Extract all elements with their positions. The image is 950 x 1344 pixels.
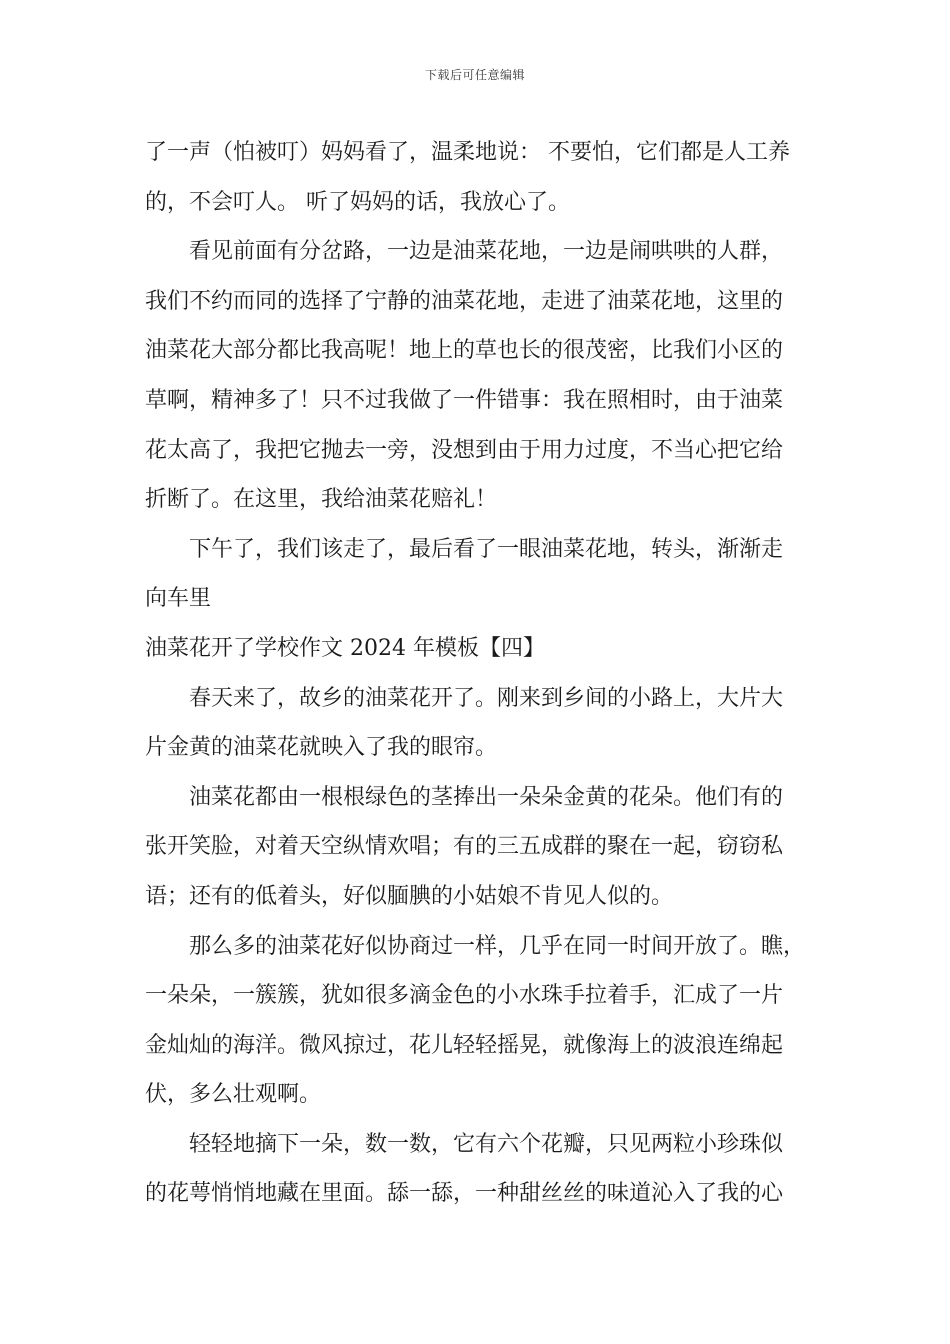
text-line: 一朵朵，一簇簇，犹如很多滴金色的小水珠手拉着手，汇成了一片 (145, 983, 784, 1009)
text-line: 伏，多么壮观啊。 (145, 1082, 322, 1108)
text-line: 草啊，精神多了！只不过我做了一件错事：我在照相时，由于油菜 (145, 387, 784, 413)
text-line: 油菜花都由一根根绿色的茎捧出一朵朵金黄的花朵。他们有的 (189, 784, 784, 810)
text-line: 的，不会叮人。 听了妈妈的话，我放心了。 (145, 189, 570, 215)
text-line: 金灿灿的海洋。微风掠过，花儿轻轻摇晃，就像海上的波浪连绵起 (145, 1032, 784, 1058)
text-line: 春天来了，故乡的油菜花开了。刚来到乡间的小路上，大片大 (189, 685, 784, 711)
text-line: 下午了，我们该走了，最后看了一眼油菜花地，转头，渐渐走 (189, 536, 784, 562)
text-line: 我们不约而同的选择了宁静的油菜花地，走进了油菜花地，这里的 (145, 288, 784, 314)
text-line: 的花萼悄悄地藏在里面。舔一舔，一种甜丝丝的味道沁入了我的心 (145, 1181, 784, 1207)
text-line: 折断了。在这里，我给油菜花赔礼！ (145, 487, 498, 513)
text-line: 花太高了，我把它抛去一旁，没想到由于用力过度，不当心把它给 (145, 437, 784, 463)
text-line: 张开笑脸，对着天空纵情欢唱；有的三五成群的聚在一起，窃窃私 (145, 834, 784, 860)
text-line: 那么多的油菜花好似协商过一样，几乎在同一时间开放了。瞧， (189, 933, 805, 959)
text-line: 向车里 (145, 586, 212, 612)
text-line: 片金黄的油菜花就映入了我的眼帘。 (145, 735, 498, 761)
text-line: 油菜花开了学校作文 2024 年模板【四】 (145, 635, 545, 661)
text-line: 了一声（怕被叮）妈妈看了，温柔地说： 不要怕，它们都是人工养 (145, 140, 790, 165)
text-line: 油菜花大部分都比我高呢！地上的草也长的很茂密，比我们小区的 (145, 338, 784, 364)
text-line: 看见前面有分岔路，一边是油菜花地，一边是闹哄哄的人群， (189, 239, 784, 265)
page-header: 下载后可任意编辑 (424, 68, 525, 82)
text-line: 轻轻地摘下一朵，数一数，它有六个花瓣，只见两粒小珍珠似 (189, 1131, 784, 1157)
text-line: 语；还有的低着头，好似腼腆的小姑娘不肯见人似的。 (145, 883, 674, 909)
body-text (145, 128, 805, 1219)
